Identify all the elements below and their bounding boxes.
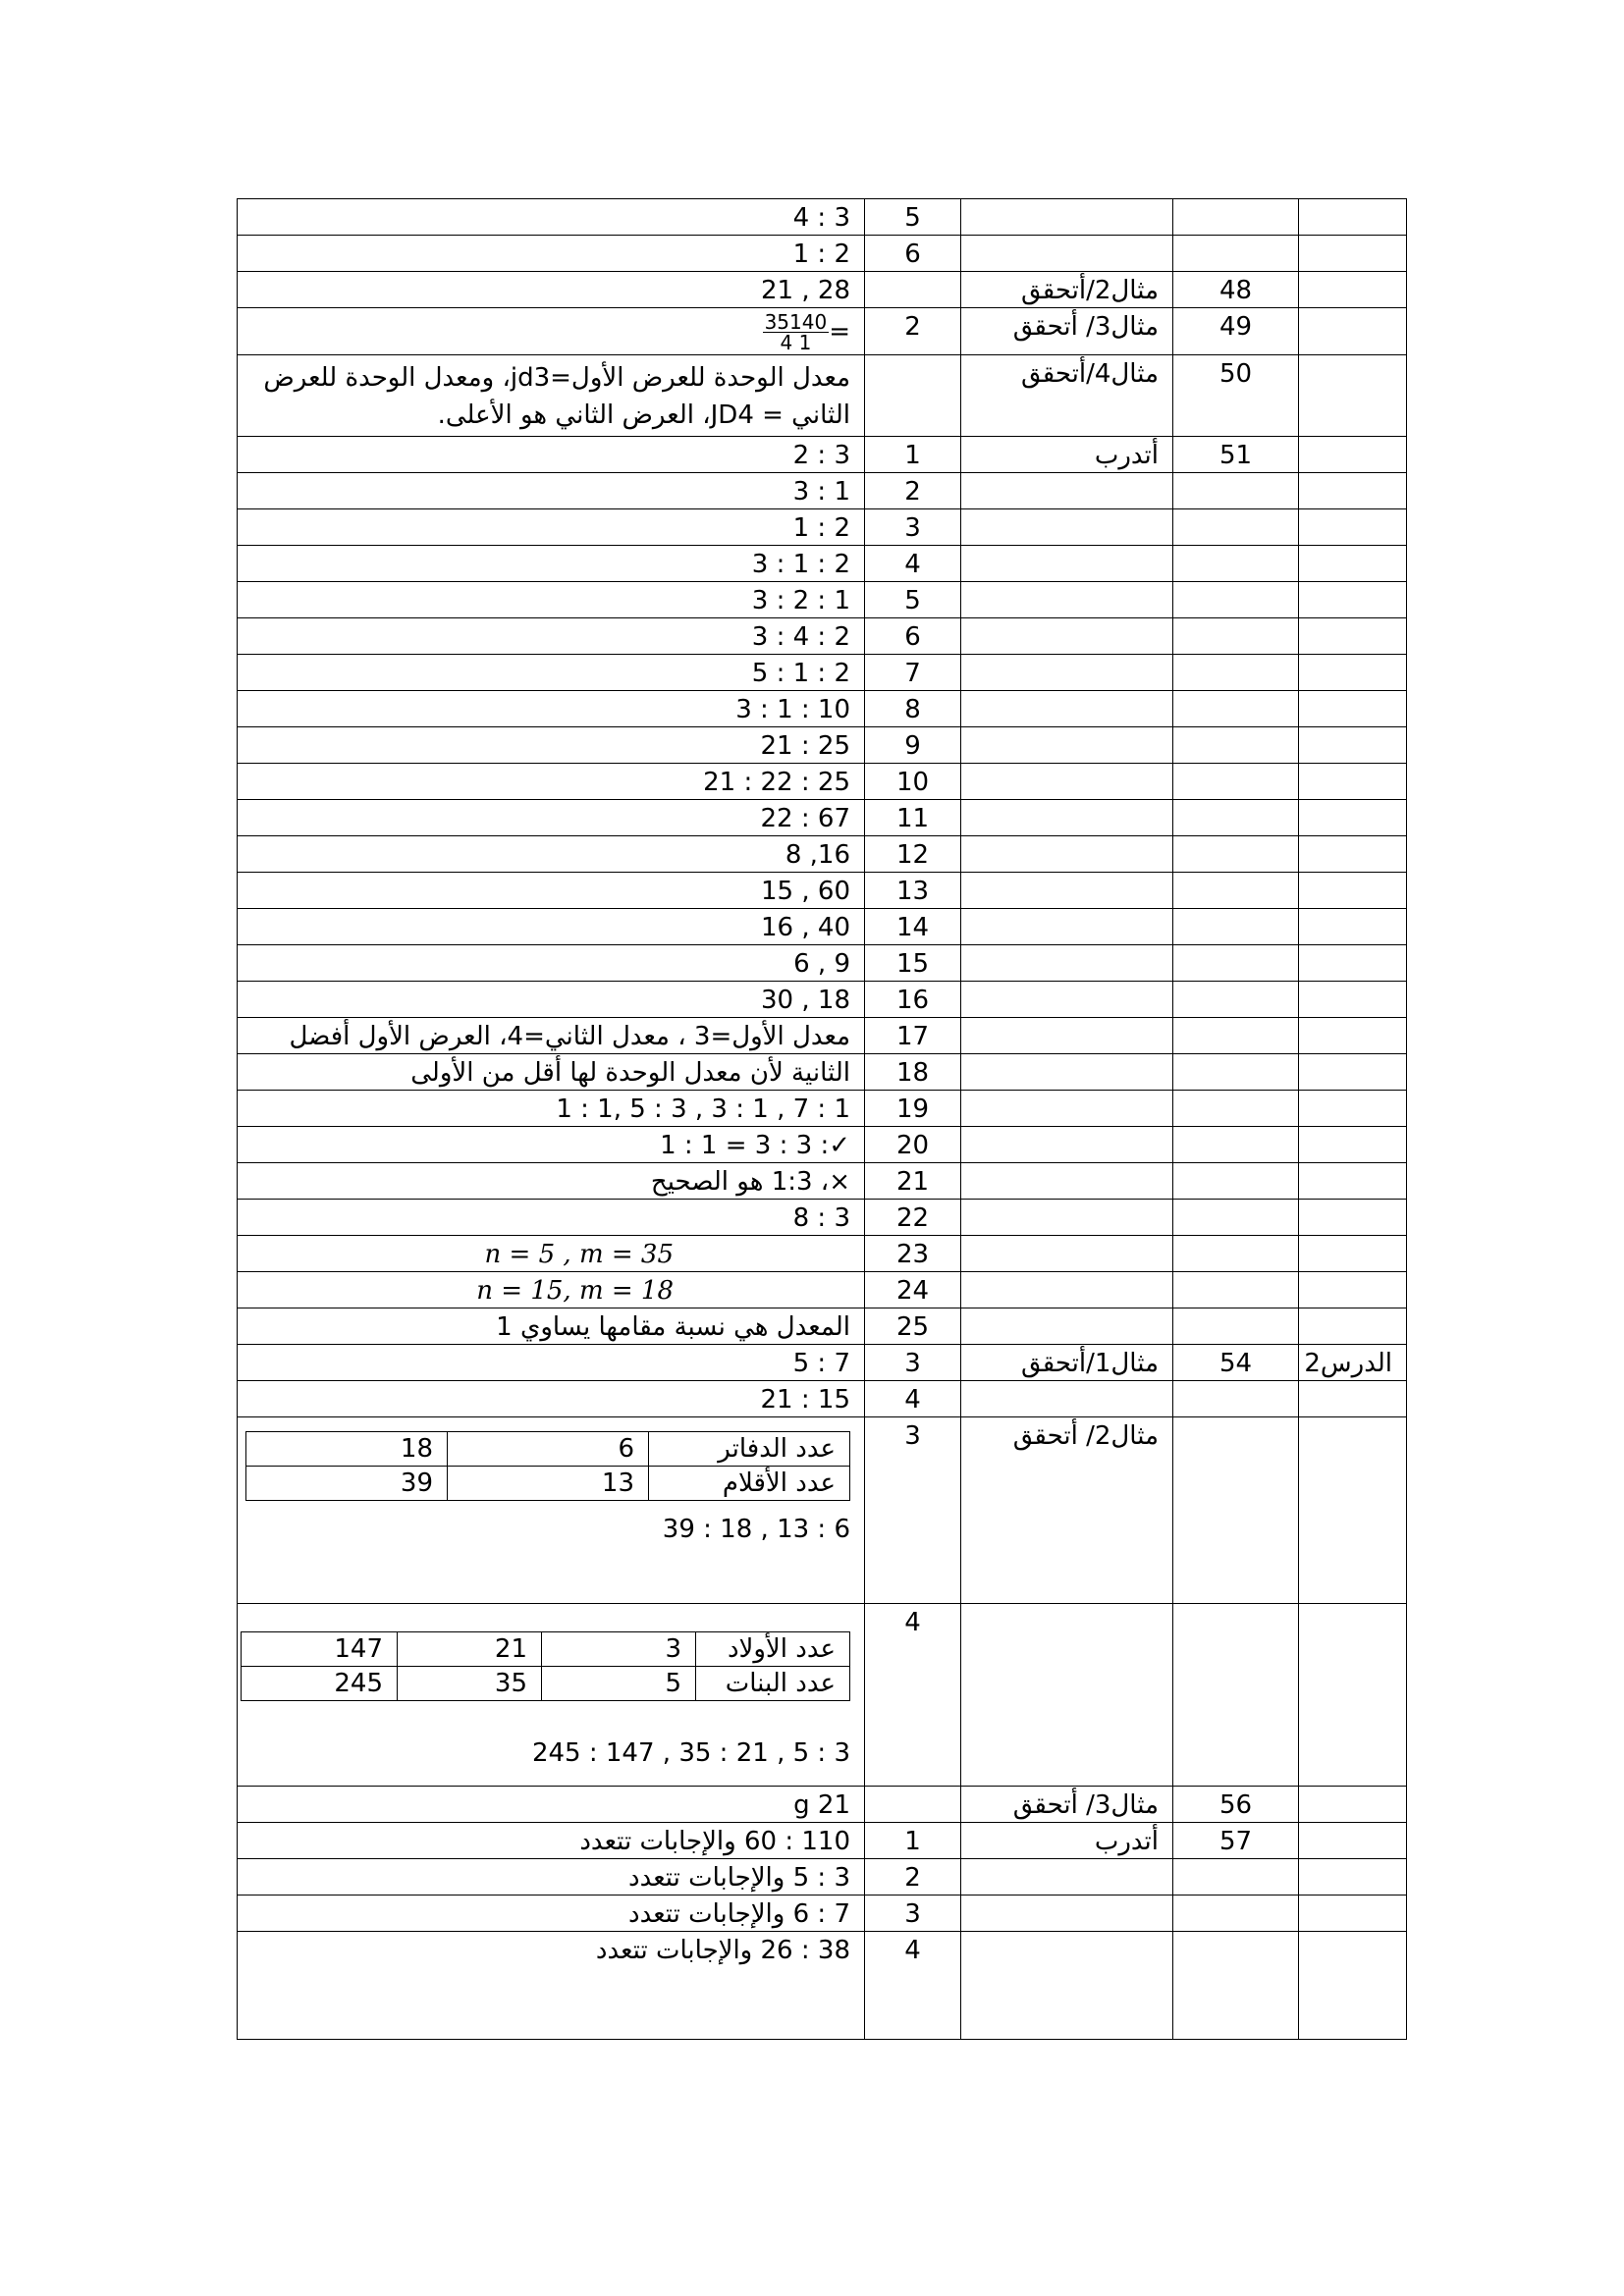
answer-cell: 21 g xyxy=(238,1787,865,1823)
question-cell: 12 xyxy=(865,836,961,873)
question-cell xyxy=(865,272,961,308)
ratio-value: 3 xyxy=(542,1632,696,1667)
question-cell: 1 xyxy=(865,1823,961,1859)
ratio-row xyxy=(242,1667,850,1701)
answer-cell: 67 : 22 xyxy=(238,800,865,836)
table-row xyxy=(238,1604,1407,1787)
question-cell: 1 xyxy=(865,437,961,473)
question-cell: 3 xyxy=(865,1417,961,1604)
question-cell: 20 xyxy=(865,1127,961,1163)
ratio-value: 147 xyxy=(242,1632,398,1667)
example-cell: مثال2/أتحقق xyxy=(961,272,1173,308)
answer-cell: 18 , 30 xyxy=(238,982,865,1018)
page-cell: 48 xyxy=(1173,272,1299,308)
question-cell: 16 xyxy=(865,982,961,1018)
example-cell: أتدرب xyxy=(961,437,1173,473)
answer-cell: 3 : 2 xyxy=(238,437,865,473)
example-cell: أتدرب xyxy=(961,1823,1173,1859)
table-row xyxy=(238,1163,1407,1200)
question-cell: 2 xyxy=(865,473,961,509)
answer-cell: 1 : 2 : 3 xyxy=(238,582,865,618)
table-row xyxy=(238,764,1407,800)
ratio-row xyxy=(246,1467,850,1501)
answer-cell: الثانية لأن معدل الوحدة لها أقل من الأولى xyxy=(238,1054,865,1091)
answer-cell xyxy=(238,308,865,355)
fraction-denominator: 1 4 xyxy=(780,331,812,354)
table-row xyxy=(238,1200,1407,1236)
table-row xyxy=(238,982,1407,1018)
table-row xyxy=(238,509,1407,546)
page-cell: 49 xyxy=(1173,308,1299,355)
ratio-value: 6 xyxy=(448,1432,649,1467)
table-row xyxy=(238,1896,1407,1932)
table-row xyxy=(238,873,1407,909)
answer-cell: 16, 8 xyxy=(238,836,865,873)
table-row xyxy=(238,236,1407,272)
ratio-table-boys-girls xyxy=(241,1631,850,1701)
table-row xyxy=(238,355,1407,437)
answer-cell: 15 : 21 xyxy=(238,1381,865,1417)
ratio-answer: 6 : 13 , 18 : 39 xyxy=(662,1515,850,1544)
lesson-cell xyxy=(1299,355,1407,437)
lesson-cell xyxy=(1299,437,1407,473)
answer-cell: 1 : 7 , 1 : 3 , 3 : 5 ,1 : 1 xyxy=(238,1091,865,1127)
fraction-numerator: 35140 xyxy=(764,310,828,334)
table-row xyxy=(238,1236,1407,1272)
page-cell xyxy=(1173,1932,1299,2040)
answer-cell: معدل الوحدة للعرض الأول=jd3، ومعدل الوحدة للعرض الثاني = JD4، العرض الثاني هو الأعلى. xyxy=(238,355,865,437)
answer-cell: 1 : 3 xyxy=(238,473,865,509)
table-row xyxy=(238,1091,1407,1127)
math-expression: n = 15, m = 18 xyxy=(476,1276,674,1306)
table-row xyxy=(238,1054,1407,1091)
table-row xyxy=(238,1823,1407,1859)
table-row xyxy=(238,473,1407,509)
table-row xyxy=(238,945,1407,982)
answer-cell: 3 : 8 xyxy=(238,1200,865,1236)
ratio-value: 5 xyxy=(542,1667,696,1701)
example-cell xyxy=(961,1896,1173,1932)
ratio-value: 13 xyxy=(448,1467,649,1501)
table-row xyxy=(238,272,1407,308)
table-row xyxy=(238,1381,1407,1417)
page-cell xyxy=(1173,1896,1299,1932)
answer-cell: 2 : 1 : 3 xyxy=(238,546,865,582)
table-row xyxy=(238,1417,1407,1604)
question-cell: 4 xyxy=(865,546,961,582)
question-cell: 7 xyxy=(865,655,961,691)
question-cell: 4 xyxy=(865,1381,961,1417)
table-row xyxy=(238,582,1407,618)
lesson-cell: الدرس2 xyxy=(1299,1345,1407,1381)
table-row xyxy=(238,308,1407,355)
page-cell: 54 xyxy=(1173,1345,1299,1381)
question-cell: 22 xyxy=(865,1200,961,1236)
answer-cell xyxy=(238,1236,865,1272)
question-cell: 17 xyxy=(865,1018,961,1054)
answer-cell: ✓: 3 : 3 = 1 : 1 xyxy=(238,1127,865,1163)
question-cell: 3 xyxy=(865,1896,961,1932)
question-cell: 13 xyxy=(865,873,961,909)
math-expression: n = 5 , m = 35 xyxy=(484,1240,674,1269)
ratio-table-notebooks-pens xyxy=(245,1431,850,1501)
table-row xyxy=(238,1932,1407,2040)
table-row xyxy=(238,691,1407,727)
page-cell xyxy=(1173,199,1299,236)
fraction-prefix: = xyxy=(829,317,850,347)
question-cell: 5 xyxy=(865,582,961,618)
answer-cell: 9 , 6 xyxy=(238,945,865,982)
ratio-answer: 3 : 5 , 21 : 35 , 147 : 245 xyxy=(531,1738,850,1768)
question-cell: 6 xyxy=(865,236,961,272)
ratio-label: عدد الدفاتر xyxy=(649,1432,850,1467)
answer-cell: 38 : 26 والإجابات تتعدد xyxy=(238,1932,865,2040)
answer-cell: معدل الأول=3 ، معدل الثاني=4، العرض الأول أفضل xyxy=(238,1018,865,1054)
answer-key-table xyxy=(237,198,1407,2040)
example-cell: مثال3/ أتحقق xyxy=(961,1787,1173,1823)
answer-cell: 2 : 1 : 5 xyxy=(238,655,865,691)
answer-cell: 25 : 22 : 21 xyxy=(238,764,865,800)
ratio-value: 21 xyxy=(398,1632,542,1667)
page-cell: 50 xyxy=(1173,355,1299,437)
example-cell xyxy=(961,1859,1173,1896)
answer-cell xyxy=(238,1604,865,1787)
example-cell xyxy=(961,236,1173,272)
question-cell: 25 xyxy=(865,1308,961,1345)
answer-cell xyxy=(238,1417,865,1604)
table-row xyxy=(238,1127,1407,1163)
lesson-cell xyxy=(1299,236,1407,272)
page-cell: 51 xyxy=(1173,437,1299,473)
table-row xyxy=(238,1345,1407,1381)
question-cell: 18 xyxy=(865,1054,961,1091)
table-row xyxy=(238,800,1407,836)
ratio-label: عدد البنات xyxy=(696,1667,850,1701)
example-cell: مثال2/ أتحقق xyxy=(961,1417,1173,1604)
fraction xyxy=(763,312,830,352)
example-cell xyxy=(961,199,1173,236)
answer-cell: 28 , 21 xyxy=(238,272,865,308)
example-cell: مثال3/ أتحقق xyxy=(961,308,1173,355)
answer-cell: 7 : 6 والإجابات تتعدد xyxy=(238,1896,865,1932)
table-row xyxy=(238,437,1407,473)
question-cell xyxy=(865,355,961,437)
table-row xyxy=(238,727,1407,764)
answer-cell: 2 : 4 : 3 xyxy=(238,618,865,655)
table-row xyxy=(238,618,1407,655)
question-cell: 9 xyxy=(865,727,961,764)
table-row xyxy=(238,909,1407,945)
table-row xyxy=(238,199,1407,236)
question-cell: 2 xyxy=(865,1859,961,1896)
page-cell: 56 xyxy=(1173,1787,1299,1823)
question-cell: 21 xyxy=(865,1163,961,1200)
question-cell: 10 xyxy=(865,764,961,800)
ratio-value: 18 xyxy=(246,1432,448,1467)
answer-cell: 110 : 60 والإجابات تتعدد xyxy=(238,1823,865,1859)
question-cell: 2 xyxy=(865,308,961,355)
question-cell: 23 xyxy=(865,1236,961,1272)
answer-cell: المعدل هي نسبة مقامها يساوي 1 xyxy=(238,1308,865,1345)
answer-cell: 7 : 5 xyxy=(238,1345,865,1381)
lesson-cell xyxy=(1299,272,1407,308)
ratio-value: 245 xyxy=(242,1667,398,1701)
question-cell: 8 xyxy=(865,691,961,727)
answer-cell: 3 : 5 والإجابات تتعدد xyxy=(238,1859,865,1896)
page-cell: 57 xyxy=(1173,1823,1299,1859)
answer-cell: ×، 1:3 هو الصحيح xyxy=(238,1163,865,1200)
question-cell: 6 xyxy=(865,618,961,655)
ratio-value: 39 xyxy=(246,1467,448,1501)
page-cell xyxy=(1173,236,1299,272)
table-row xyxy=(238,1272,1407,1308)
question-cell: 24 xyxy=(865,1272,961,1308)
answer-cell: 2 : 1 xyxy=(238,236,865,272)
table-row xyxy=(238,1787,1407,1823)
question-cell: 19 xyxy=(865,1091,961,1127)
ratio-label: عدد الأقلام xyxy=(649,1467,850,1501)
lesson-cell xyxy=(1299,308,1407,355)
example-cell xyxy=(961,1932,1173,2040)
table-row xyxy=(238,546,1407,582)
answer-cell: 3 : 4 xyxy=(238,199,865,236)
question-cell: 3 xyxy=(865,509,961,546)
table-row xyxy=(238,1308,1407,1345)
question-cell: 5 xyxy=(865,199,961,236)
answer-cell: 25 : 21 xyxy=(238,727,865,764)
question-cell: 15 xyxy=(865,945,961,982)
answer-cell: 2 : 1 xyxy=(238,509,865,546)
ratio-label: عدد الأولاد xyxy=(696,1632,850,1667)
question-cell xyxy=(865,1787,961,1823)
question-cell: 14 xyxy=(865,909,961,945)
ratio-value: 35 xyxy=(398,1667,542,1701)
answer-cell: 40 , 16 xyxy=(238,909,865,945)
example-cell: مثال4/أتحقق xyxy=(961,355,1173,437)
question-cell: 4 xyxy=(865,1604,961,1787)
ratio-row xyxy=(242,1632,850,1667)
table-row xyxy=(238,836,1407,873)
question-cell: 3 xyxy=(865,1345,961,1381)
lesson-cell xyxy=(1299,199,1407,236)
example-cell: مثال1/أتحقق xyxy=(961,1345,1173,1381)
question-cell: 11 xyxy=(865,800,961,836)
answer-cell: 10 : 1 : 3 xyxy=(238,691,865,727)
table-row xyxy=(238,655,1407,691)
answer-cell xyxy=(238,1272,865,1308)
table-row xyxy=(238,1859,1407,1896)
question-cell: 4 xyxy=(865,1932,961,2040)
table-row xyxy=(238,1018,1407,1054)
answer-cell: 60 , 15 xyxy=(238,873,865,909)
ratio-row xyxy=(246,1432,850,1467)
page-cell xyxy=(1173,1859,1299,1896)
